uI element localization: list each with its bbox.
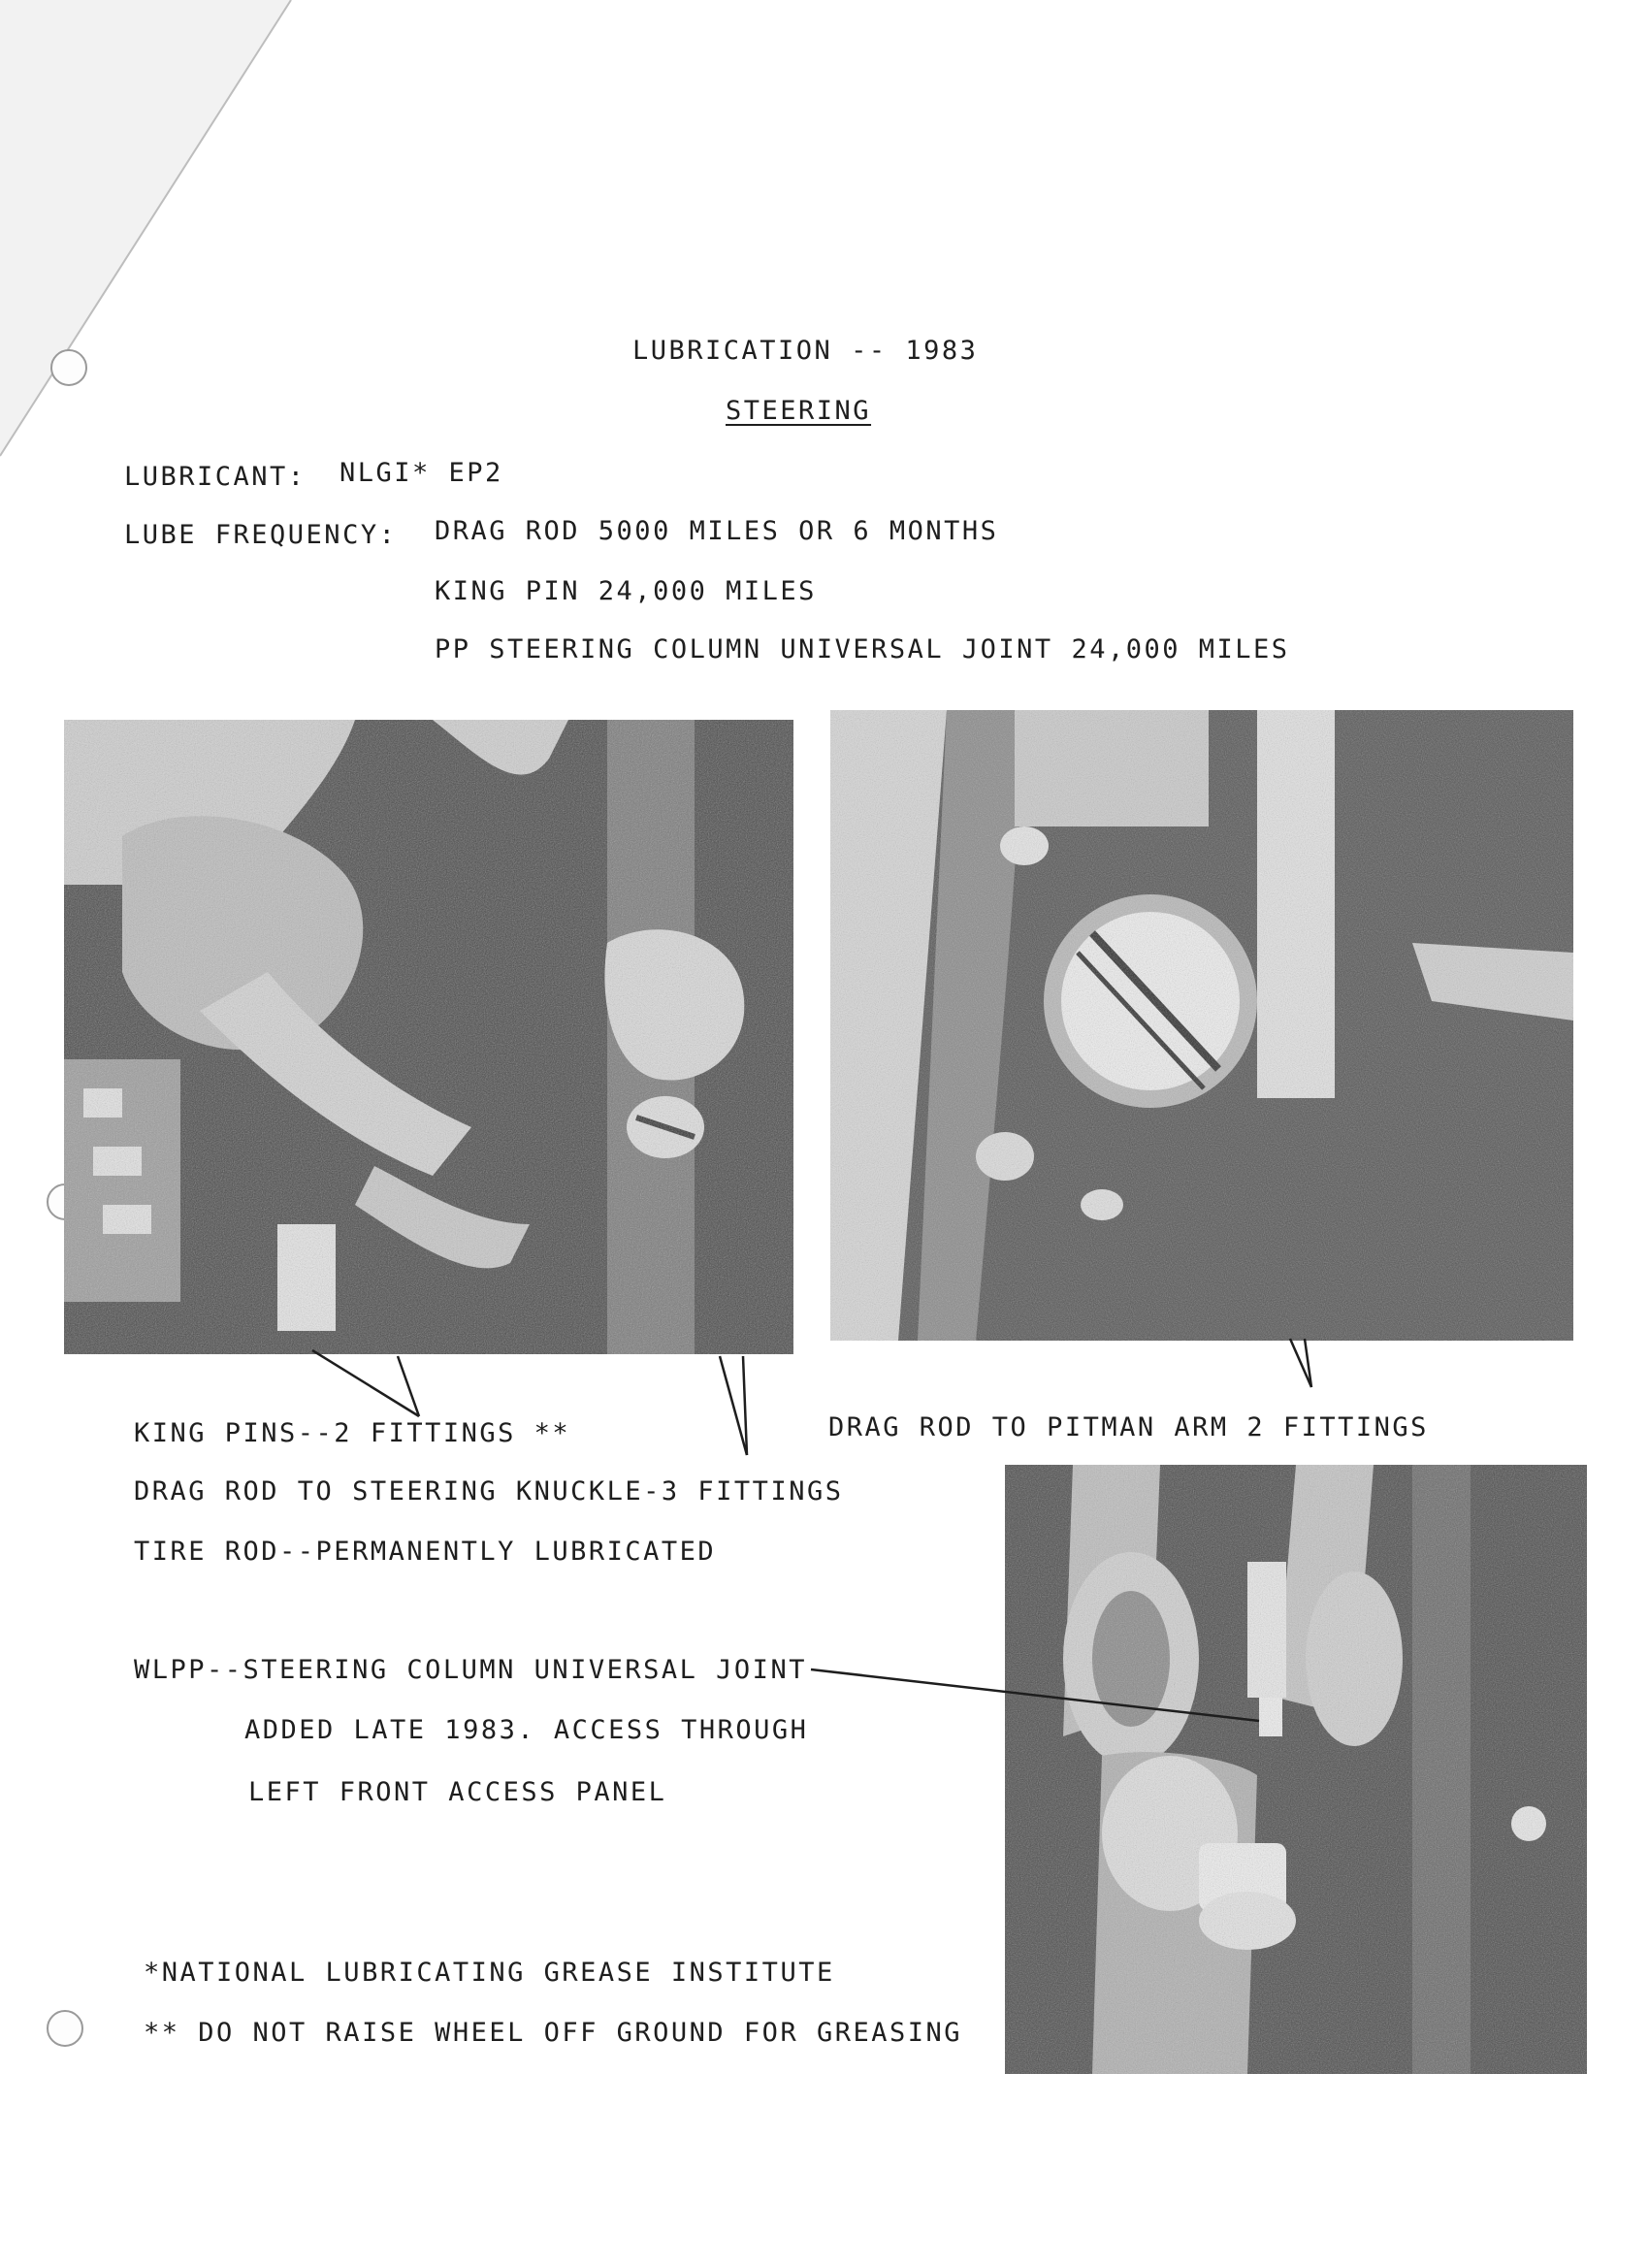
photo-pitman-arm xyxy=(830,710,1573,1341)
photo-universal-joint xyxy=(1005,1465,1587,2074)
frequency-label: LUBE FREQUENCY: xyxy=(124,520,398,550)
binder-hole-bottom xyxy=(47,2010,83,2047)
section-title: STEERING xyxy=(726,396,872,426)
frequency-line: PP STEERING COLUMN UNIVERSAL JOINT 24,000 MILES xyxy=(435,634,1290,664)
lubricant-label: LUBRICANT: xyxy=(124,462,307,492)
callout-drag-rod-pitman: DRAG ROD TO PITMAN ARM 2 FITTINGS xyxy=(828,1412,1429,1442)
callout-drag-rod-knuckle: DRAG ROD TO STEERING KNUCKLE-3 FITTINGS xyxy=(134,1476,844,1507)
footnote-single-asterisk: *NATIONAL LUBRICATING GREASE INSTITUTE xyxy=(144,1958,835,1988)
footnote-double-asterisk: ** DO NOT RAISE WHEEL OFF GROUND FOR GREASING xyxy=(144,2018,962,2048)
photo-king-pin-area xyxy=(64,720,793,1354)
callout-wlpp-note: ADDED LATE 1983. ACCESS THROUGH xyxy=(244,1715,809,1745)
callout-wlpp-note: LEFT FRONT ACCESS PANEL xyxy=(248,1777,667,1807)
page-title: LUBRICATION -- 1983 xyxy=(632,336,979,366)
frequency-line: KING PIN 24,000 MILES xyxy=(435,576,817,606)
frequency-line: DRAG ROD 5000 MILES OR 6 MONTHS xyxy=(435,516,999,546)
lubricant-value: NLGI* EP2 xyxy=(340,458,503,488)
callout-king-pins: KING PINS--2 FITTINGS ** xyxy=(134,1418,571,1448)
binder-hole-top xyxy=(50,349,87,386)
callout-wlpp: WLPP--STEERING COLUMN UNIVERSAL JOINT xyxy=(134,1655,807,1685)
callout-tire-rod: TIRE ROD--PERMANENTLY LUBRICATED xyxy=(134,1537,717,1567)
